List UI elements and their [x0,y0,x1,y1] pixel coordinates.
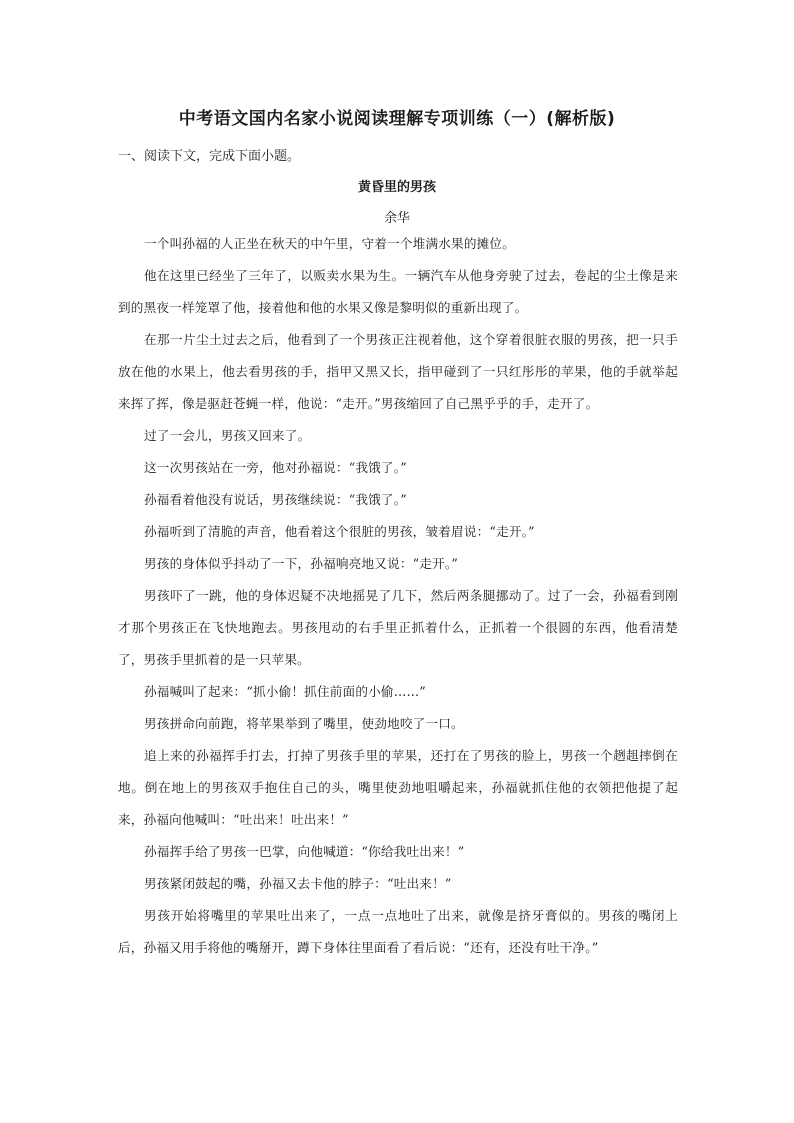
story-author: 余华 [383,211,410,226]
story-paragraph: 孙福听到了清脆的声音，他看着这个很脏的男孩，皱着眉说：“走开。” [144,524,535,539]
story-paragraph: 他在这里已经坐了三年了，以贩卖水果为生。一辆汽车从他身旁驶了过去，卷起的尘土像是来到的黑夜一样笼罩了他，接着他和他的水果又像是黎明似的重新出现了。 [118,268,678,315]
story-paragraph: 男孩开始将嘴里的苹果吐出来了，一点一点地吐了出来，就像是挤牙膏似的。男孩的嘴闭上后，孙福又用手将他的嘴掰开，蹲下身体往里面看了看后说：“还有，还没有吐干净。” [118,908,678,955]
story-paragraph: 男孩的身体似乎抖动了一下，孙福响亮地又说：“走开。” [144,556,459,571]
story-paragraph: 这一次男孩站在一旁，他对孙福说：“我饿了。” [144,460,407,475]
story-paragraph: 男孩拼命向前跑，将苹果举到了嘴里，使劲地咬了一口。 [144,716,464,731]
story-paragraph: 男孩紧闭鼓起的嘴，孙福又去卡他的脖子：“吐出来！” [144,876,452,891]
story-paragraph: 过了一会儿，男孩又回来了。 [144,428,311,443]
story-paragraph: 男孩吓了一跳，他的身体迟疑不决地摇晃了几下，然后两条腿挪动了。过了一会，孙福看到刚才那个男孩正在飞快地跑去。男孩甩动的右手里正抓着什么，正抓着一个很圆的东西，他看清楚了，男孩手里抓着的是一只苹果。 [118,588,678,667]
question-instruction: 一、阅读下文，完成下面小题。 [118,149,301,164]
story-paragraph: 一个叫孙福的人正坐在秋天的中午里，守着一个堆满水果的摊位。 [144,236,516,251]
story-paragraph: 孙福挥手给了男孩一巴掌，向他喊道：“你给我吐出来！” [144,844,465,859]
story-paragraph: 孙福喊叫了起来：“抓小偷！抓住前面的小偷……” [144,684,426,699]
document-title: 中考语文国内名家小说阅读理解专项训练（一）(解析版) [178,109,616,129]
story-paragraph: 在那一片尘土过去之后，他看到了一个男孩正注视着他，这个穿着很脏衣服的男孩，把一只手放在他的水果上，他去看男孩的手，指甲又黑又长，指甲碰到了一只红彤彤的苹果，他的手就举起来挥了挥，像是驱赶苍蝇一样，他说：“走开。”男孩缩回了自己黑乎乎的手，走开了。 [118,332,678,411]
story-paragraph: 追上来的孙福挥手打去，打掉了男孩手里的苹果，还打在了男孩的脸上，男孩一个趔趄摔倒在地。倒在地上的男孩双手抱住自己的头，嘴里使劲地咀嚼起来，孙福就抓住他的衣领把他提了起来，孙福向他喊叫：“吐出来！吐出来！” [118,748,678,827]
story-title: 黄昏里的男孩 [357,180,436,195]
story-paragraph: 孙福看着他没有说话，男孩继续说：“我饿了。” [144,492,407,507]
story-body [118,228,678,964]
